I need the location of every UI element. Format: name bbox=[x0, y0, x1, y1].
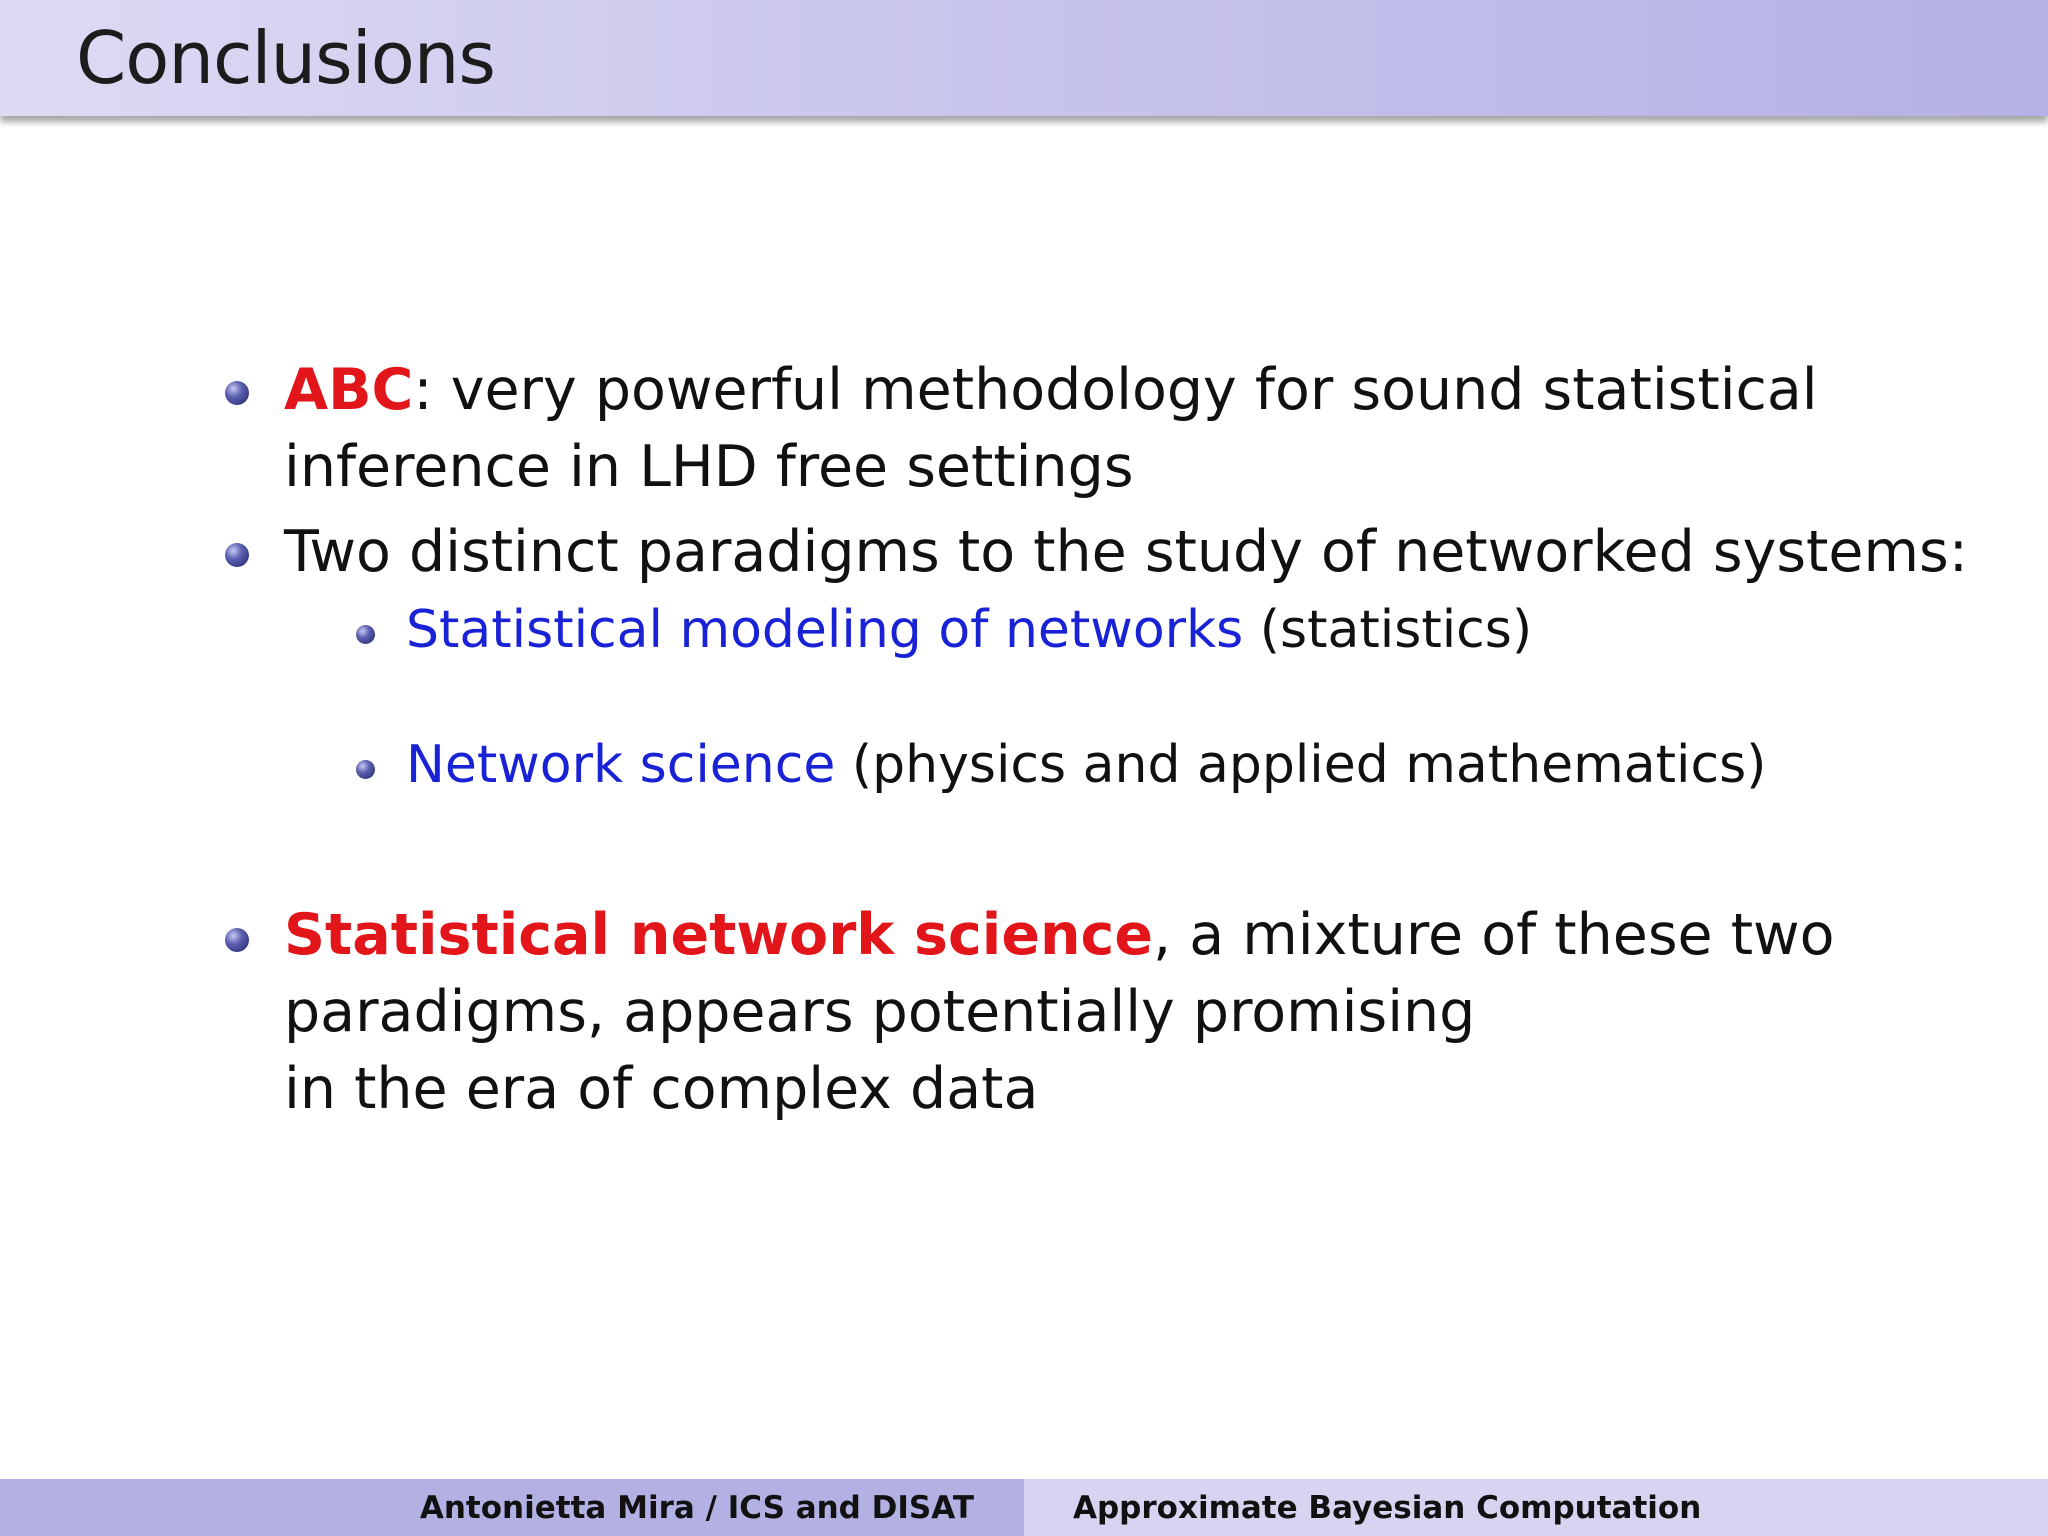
bullet-paradigms: Two distinct paradigms to the study of networked systems: bbox=[284, 519, 1968, 585]
bullet-ball-icon bbox=[225, 381, 249, 405]
sns-line1-rest: , a mixture of these two bbox=[1153, 902, 1835, 968]
footer-talk-title-text: Approximate Bayesian Computation bbox=[1073, 1489, 1702, 1526]
footer-author-text: Antonietta Mira / ICS and DISAT bbox=[419, 1489, 974, 1526]
sns-line3: in the era of complex data bbox=[284, 1056, 1039, 1122]
bullet-abc bbox=[284, 352, 1818, 506]
footer bbox=[0, 1479, 2048, 1536]
network-science-rest: (physics and applied mathematics) bbox=[835, 735, 1767, 795]
bullet-ball-icon bbox=[225, 543, 249, 567]
statistical-modeling-rest: (statistics) bbox=[1243, 600, 1533, 660]
statistical-modeling-highlight: Statistical modeling of networks bbox=[406, 600, 1244, 660]
bullet-ball-icon bbox=[225, 928, 249, 952]
network-science-highlight: Network science bbox=[406, 735, 836, 795]
sub-bullet-statistical-modeling bbox=[406, 595, 1532, 665]
bullet-abc-line2: inference in LHD free settings bbox=[284, 434, 1134, 500]
sns-highlight: Statistical network science bbox=[284, 902, 1153, 968]
footer-talk-title bbox=[1024, 1479, 2048, 1536]
sub-bullet-network-science bbox=[406, 730, 1766, 800]
sns-line1 bbox=[284, 897, 1835, 974]
sns-line2: paradigms, appears potentially promising bbox=[284, 979, 1476, 1045]
bullet-statistical-network-science bbox=[284, 897, 1835, 1128]
abc-line1-rest: : very powerful methodology for sound statistical bbox=[413, 357, 1818, 423]
footer-author bbox=[0, 1479, 1024, 1536]
slide-title: Conclusions bbox=[76, 16, 495, 100]
sub-bullet-ball-icon bbox=[356, 760, 375, 779]
sub-bullet-ball-icon bbox=[356, 625, 375, 644]
abc-highlight: ABC bbox=[284, 357, 414, 423]
bullet-abc-line1 bbox=[284, 352, 1818, 429]
title-bar bbox=[0, 0, 2048, 116]
